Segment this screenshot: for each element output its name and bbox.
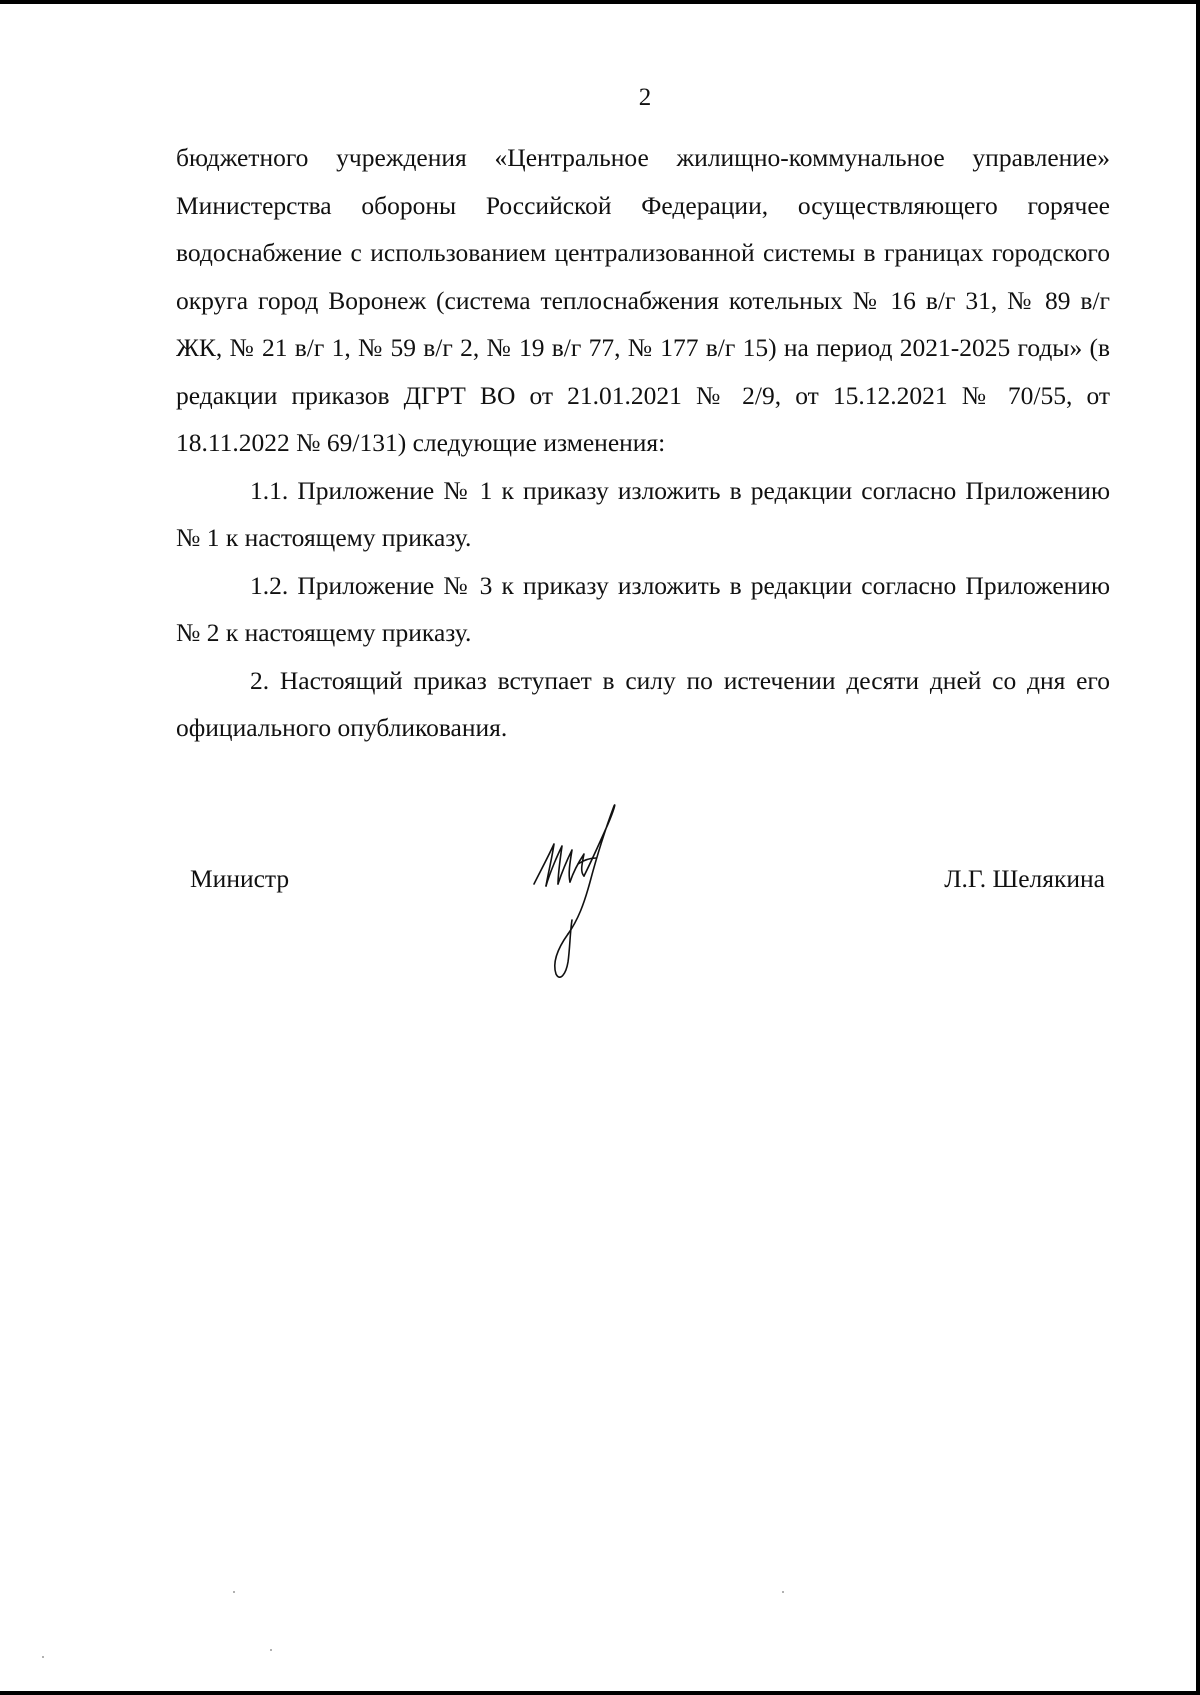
paragraph-item-1-2: 1.2. Приложение № 3 к приказу изложить в редакции согласно Приложению № 2 к настоящему приказу. bbox=[176, 570, 1110, 647]
paragraph-item-2: 2. Настоящий приказ вступает в силу по истечении десяти дней со дня его официального опубликования. bbox=[176, 665, 1110, 742]
paragraph-continuation: бюджетного учреждения «Центральное жилищно-коммунальное управление» Министерства обороны Российской Федерации, осуществляющего горячее водоснабжение с использованием централизованной системы в границах городского округа город Воронеж (система теплоснабжения котельных № 16 в/г 31, № 89 в/г ЖК, № 21 в/г 1, № 59 в/г 2, № 19 в/г 77, № 177 в/г 15) на период 2021-2025 годы» (в редакции приказов ДГРТ ВО от 21.01.2021 № 2/9, от 15.12.2021 № 70/55, от 18.11.2022 № 69/131) следующие изменения: bbox=[176, 143, 1110, 457]
signatory-name: Л.Г. Шелякина bbox=[944, 864, 1105, 893]
scan-speck bbox=[782, 1591, 784, 1593]
scan-speck bbox=[42, 1656, 44, 1658]
page-number: 2 bbox=[638, 84, 652, 111]
paragraph-item-1-1: 1.1. Приложение № 1 к приказу изложить в редакции согласно Приложению № 1 к настоящему приказу. bbox=[176, 475, 1110, 552]
signatory-title: Министр bbox=[190, 864, 290, 893]
scan-speck bbox=[233, 1591, 235, 1593]
scan-speck bbox=[270, 1649, 272, 1651]
handwritten-signature bbox=[528, 802, 648, 982]
document-body bbox=[176, 134, 1110, 752]
